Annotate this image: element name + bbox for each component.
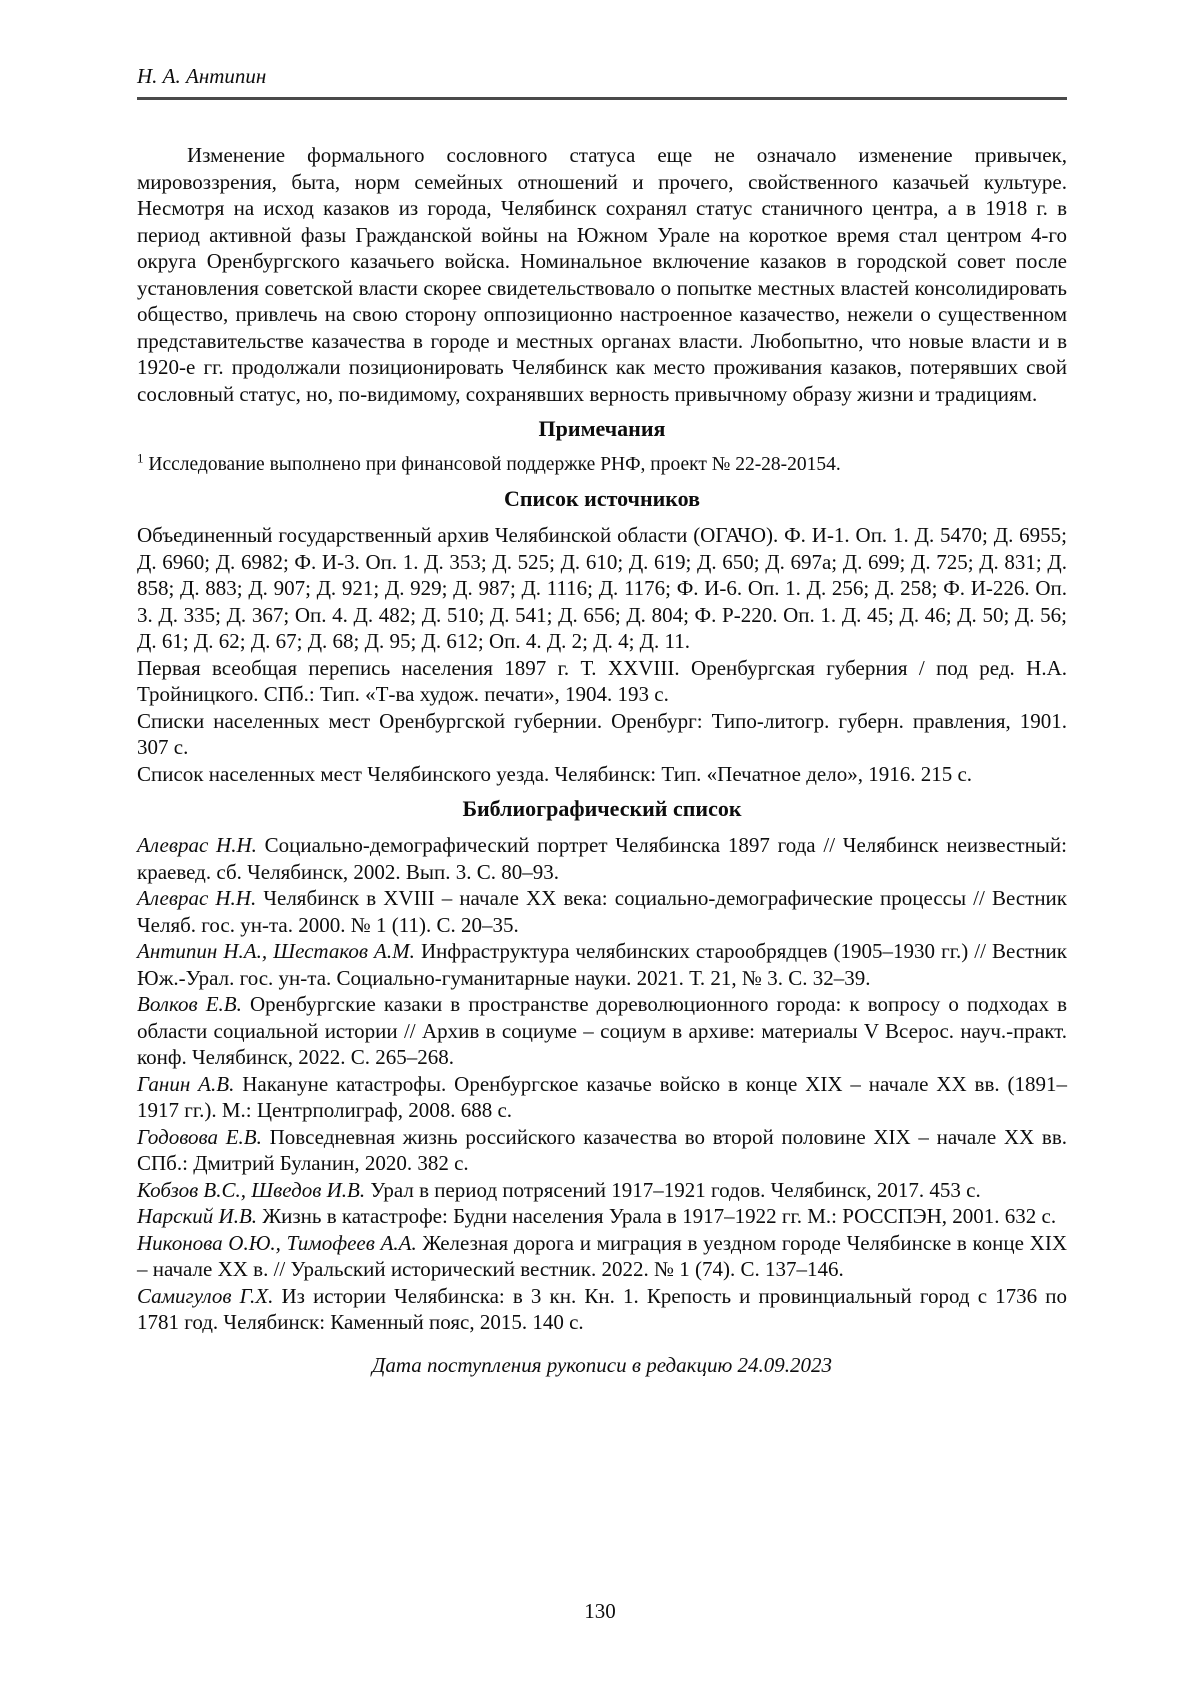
author-names: Никонова О.Ю., Тимофеев А.А. [137,1230,417,1255]
author-names: Волков Е.В. [137,992,242,1016]
running-head: Н. А. Антипин [137,64,1067,100]
sources-list [137,522,1067,787]
author-names: Антипин Н.А., Шестаков А.М. [137,939,415,963]
bibliography-heading: Библиографический список [462,796,742,821]
footnote-text: Исследование выполнено при финансовой поддержке РНФ, проект № 22-28-20154. [148,454,841,475]
source-entry: Список населенных мест Челябинского уезда. Челябинск: Тип. «Печатное дело», 1916. 215 с. [137,761,973,786]
author-names: Ганин А.В. [137,1071,235,1096]
bibliography-list [137,832,1067,1336]
bibliography-entry [137,1203,1067,1230]
entry-text: Жизнь в катастрофе: Будни населения Урала в 1917–1922 гг. М.: РОССПЭН, 2001. 632 с. [262,1204,1057,1228]
entry-text: Челябинск в XVIII – начале XX века: социально-демографические процессы // Вестник Челяб. гос. ун-та. 2000. № 1 (11). С. 20–35. [137,886,1067,937]
page-number: 130 [584,1599,616,1623]
source-entry: Объединенный государственный архив Челябинской области (ОГАЧО). Ф. И-1. Оп. 1. Д. 5470; Д. 6955; Д. 6960; Д. 6982; Ф. И-3. Оп. 1. Д. 353; Д. 525; Д. 610; Д. 619; Д. 650; Д. 697а; Д. 699; Д. 725; Д. 831; Д. 858; Д. 883; Д. 907; Д. 921; Д. 929; Д. 987; Д. 1116; Д. 1176; Ф. И-6. Оп. 1. Д. 256; Д. 258; Ф. И-226. Оп. 3. Д. 335; Д. 367; Оп. 4. Д. 482; Д. 510; Д. 541; Д. 656; Д. 804; Ф. Р-220. Оп. 1. Д. 45; Д. 46; Д. 50; Д. 56; Д. 61; Д. 62; Д. 67; Д. 68; Д. 95; Д. 612; Оп. 4. Д. 2; Д. 4; Д. 11. [137,523,1067,653]
footnote-marker: 1 [137,450,144,466]
author-names: Алеврас Н.Н. [137,833,257,857]
sources-heading: Список источников [503,486,701,511]
source-entry: Первая всеобщая перепись населения 1897 г. Т. XXVIII. Оренбургская губерния / под ред. Н.А. Тройницкого. СПб.: Тип. «Т-ва худож. печати», 1904. 193 с. [137,655,1067,706]
entry-text: Урал в период потрясений 1917–1921 годов. Челябинск, 2017. 453 с. [370,1177,981,1202]
submission-date-note: Дата поступления рукописи в редакцию 24.09.2023 [371,1352,833,1377]
bibliography-entry [137,991,1067,1071]
author-names: Алеврас Н.Н. [137,886,257,910]
bibliography-entry [137,1124,1067,1177]
entry-text: Накануне катастрофы. Оренбургское казачье войско в конце XIX – начале XX вв. (1891–1917 гг.). М.: Центрполиграф, 2008. 688 с. [137,1071,1067,1122]
source-entry: Списки населенных мест Оренбургской губернии. Оренбург: Типо-литогр. губерн. правления, 1901. 307 с. [137,708,1067,759]
bibliography-entry [137,1283,1067,1336]
entry-text: Железная дорога и миграция в уездном городе Челябинске в конце XIX – начале XX в. // Уральский исторический вестник. 2022. № 1 (74). С. 137–146. [137,1230,1068,1281]
body-paragraph: Изменение формального сословного статуса еще не означало изменение привычек, мировоззрения, быта, норм семейных отношений и прочего, свойственного казачьей культуре. Несмотря на исход казаков из города, Челябинск сохранял статус станичного центра, а в 1918 г. в период активной фазы Гражданской войны на Южном Урале на короткое время стал центром 4-го округа Оренбургского казачьего войска. Номинальное включение казаков в городской совет после установления советской власти скорее свидетельствовало о попытке местных властей консолидировать общество, привлечь на свою сторону оппозиционно настроенное казачество, нежели о существенном представительстве казачества в городе и местных органах власти. Любопытно, что новые власти и в 1920-е гг. продолжали позиционировать Челябинск как место проживания казаков, потерявших свой сословный статус, но, по-видимому, сохранявших верность привычному образу жизни и традициям. [137,143,1067,406]
bibliography-entry [137,885,1067,938]
bibliography-entry [137,1177,1067,1204]
bibliography-entry [137,832,1067,885]
notes-heading: Примечания [538,416,666,441]
author-names: Самигулов Г.Х. [137,1283,274,1308]
bibliography-entry [137,938,1067,991]
author-names: Годовова Е.В. [137,1124,262,1149]
footnote [137,452,1067,477]
entry-text: Повседневная жизнь российского казачества во второй половине XIX – начале XX вв. СПб.: Дмитрий Буланин, 2020. 382 с. [137,1124,1068,1175]
bibliography-entry [137,1071,1067,1124]
author-names: Кобзов В.С., Шведов И.В. [137,1177,366,1202]
entry-text: Оренбургские казаки в пространстве дореволюционного города: к вопросу о подходах в области социальной истории // Архив в социуме – социум в архиве: материалы V Всерос. науч.-практ. конф. Челябинск, 2022. С. 265–268. [137,992,1067,1069]
bibliography-entry [137,1230,1067,1283]
entry-text: Социально-демографический портрет Челябинска 1897 года // Челябинск неизвестный: краевед. сб. Челябинск, 2002. Вып. 3. С. 80–93. [137,833,1067,884]
author-names: Нарский И.В. [137,1204,258,1228]
entry-text: Инфраструктура челябинских старообрядцев (1905–1930 гг.) // Вестник Юж.-Урал. гос. ун-та. Социально-гуманитарные науки. 2021. Т. 21, № 3. С. 32–39. [137,939,1067,990]
entry-text: Из истории Челябинска: в 3 кн. Кн. 1. Крепость и провинциальный город с 1736 по 1781 год. Челябинск: Каменный пояс, 2015. 140 с. [137,1283,1067,1334]
